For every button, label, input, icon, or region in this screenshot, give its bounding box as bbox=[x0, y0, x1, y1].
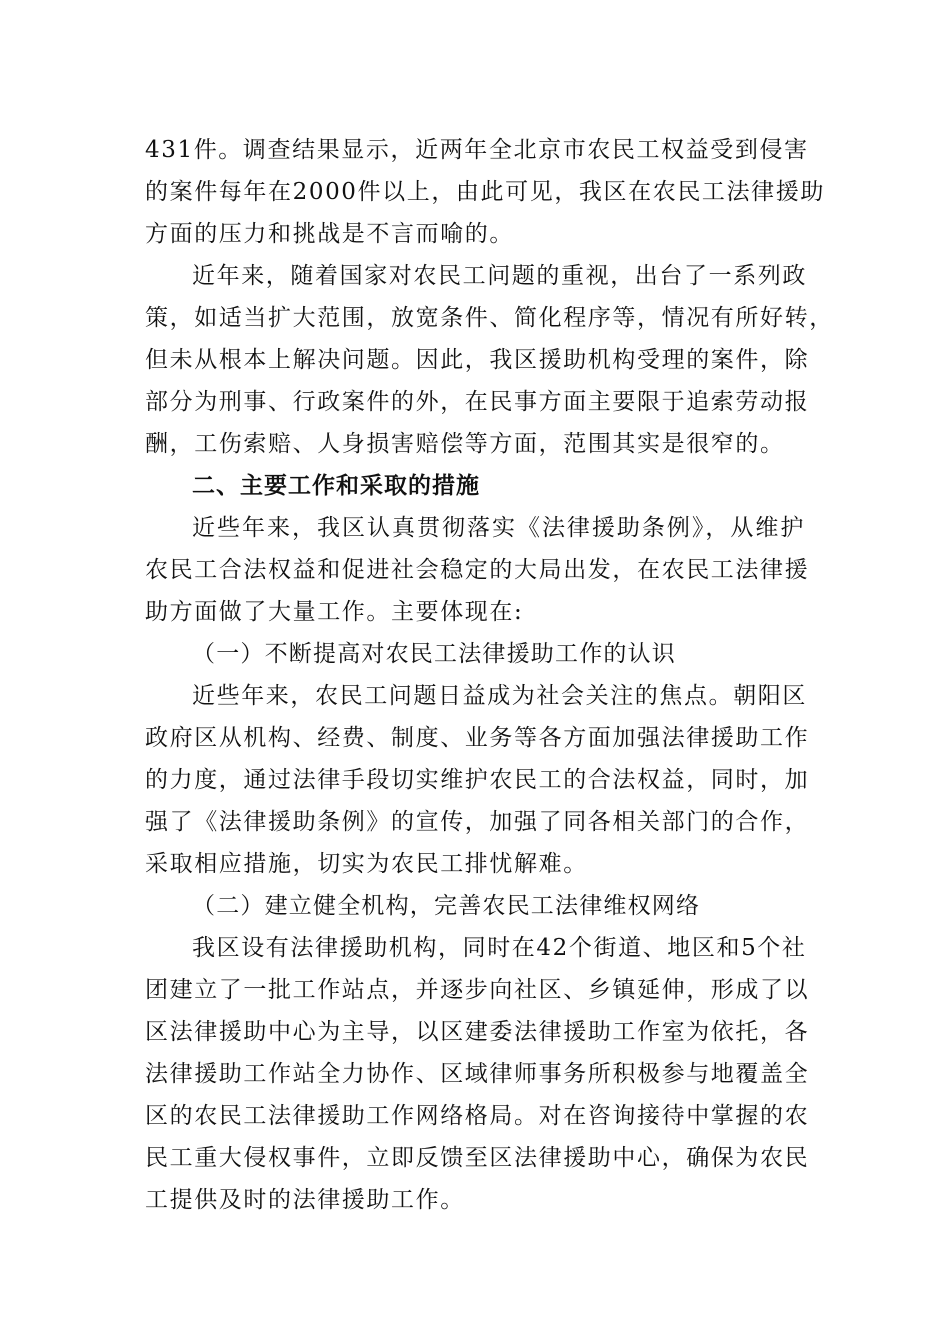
subsection-heading: （一）不断提高对农民工法律援助工作的认识 bbox=[192, 641, 676, 667]
text-line: 农民工合法权益和促进社会稳定的大局出发，在农民工法律援 bbox=[145, 557, 810, 583]
text-line: 的力度，通过法律手段切实维护农民工的合法权益，同时，加 bbox=[145, 767, 810, 793]
text-line: 策，如适当扩大范围，放宽条件、简化程序等，情况有所好转， bbox=[145, 305, 834, 331]
text-line: 团建立了一批工作站点，并逐步向社区、乡镇延伸，形成了以 bbox=[145, 977, 810, 1003]
text-line: 工提供及时的法律援助工作。 bbox=[145, 1187, 465, 1213]
text-line: 431件。调查结果显示，近两年全北京市农民工权益受到侵害 bbox=[145, 137, 809, 163]
text-line: 政府区从机构、经费、制度、业务等各方面加强法律援助工作 bbox=[145, 725, 810, 751]
text-line: 强了《法律援助条例》的宣传，加强了同各相关部门的合作， bbox=[145, 809, 810, 835]
text-line: 区的农民工法律援助工作网络格局。对在咨询接待中掌握的农 bbox=[145, 1103, 810, 1129]
text-line: 酬，工伤索赔、人身损害赔偿等方面，范围其实是很窄的。 bbox=[145, 431, 785, 457]
paragraph-first-line: 近些年来，农民工问题日益成为社会关注的焦点。朝阳区 bbox=[192, 683, 807, 709]
text-line: 采取相应措施，切实为农民工排忧解难。 bbox=[145, 851, 588, 877]
subsection-heading: （二）建立健全机构，完善农民工法律维权网络 bbox=[192, 893, 701, 919]
text-line: 助方面做了大量工作。主要体现在: bbox=[145, 599, 524, 625]
text-line: 但未从根本上解决问题。因此，我区援助机构受理的案件，除 bbox=[145, 347, 810, 373]
text-line: 方面的压力和挑战是不言而喻的。 bbox=[145, 221, 514, 247]
text-line: 法律援助工作站全力协作、区域律师事务所积极参与地覆盖全 bbox=[145, 1061, 810, 1087]
text-line: 民工重大侵权事件，立即反馈至区法律援助中心，确保为农民 bbox=[145, 1145, 810, 1171]
paragraph-first-line: 我区设有法律援助机构，同时在42个街道、地区和5个社 bbox=[192, 935, 807, 961]
paragraph-first-line: 近年来，随着国家对农民工问题的重视，出台了一系列政 bbox=[192, 263, 807, 289]
text-line: 区法律援助中心为主导，以区建委法律援助工作室为依托，各 bbox=[145, 1019, 810, 1045]
paragraph-first-line: 近些年来，我区认真贯彻落实《法律援助条例》，从维护 bbox=[192, 515, 805, 541]
section-heading: 二、主要工作和采取的措施 bbox=[192, 473, 480, 499]
text-line: 部分为刑事、行政案件的外，在民事方面主要限于追索劳动报 bbox=[145, 389, 810, 415]
text-line: 的案件每年在2000件以上，由此可见，我区在农民工法律援助 bbox=[145, 179, 825, 205]
